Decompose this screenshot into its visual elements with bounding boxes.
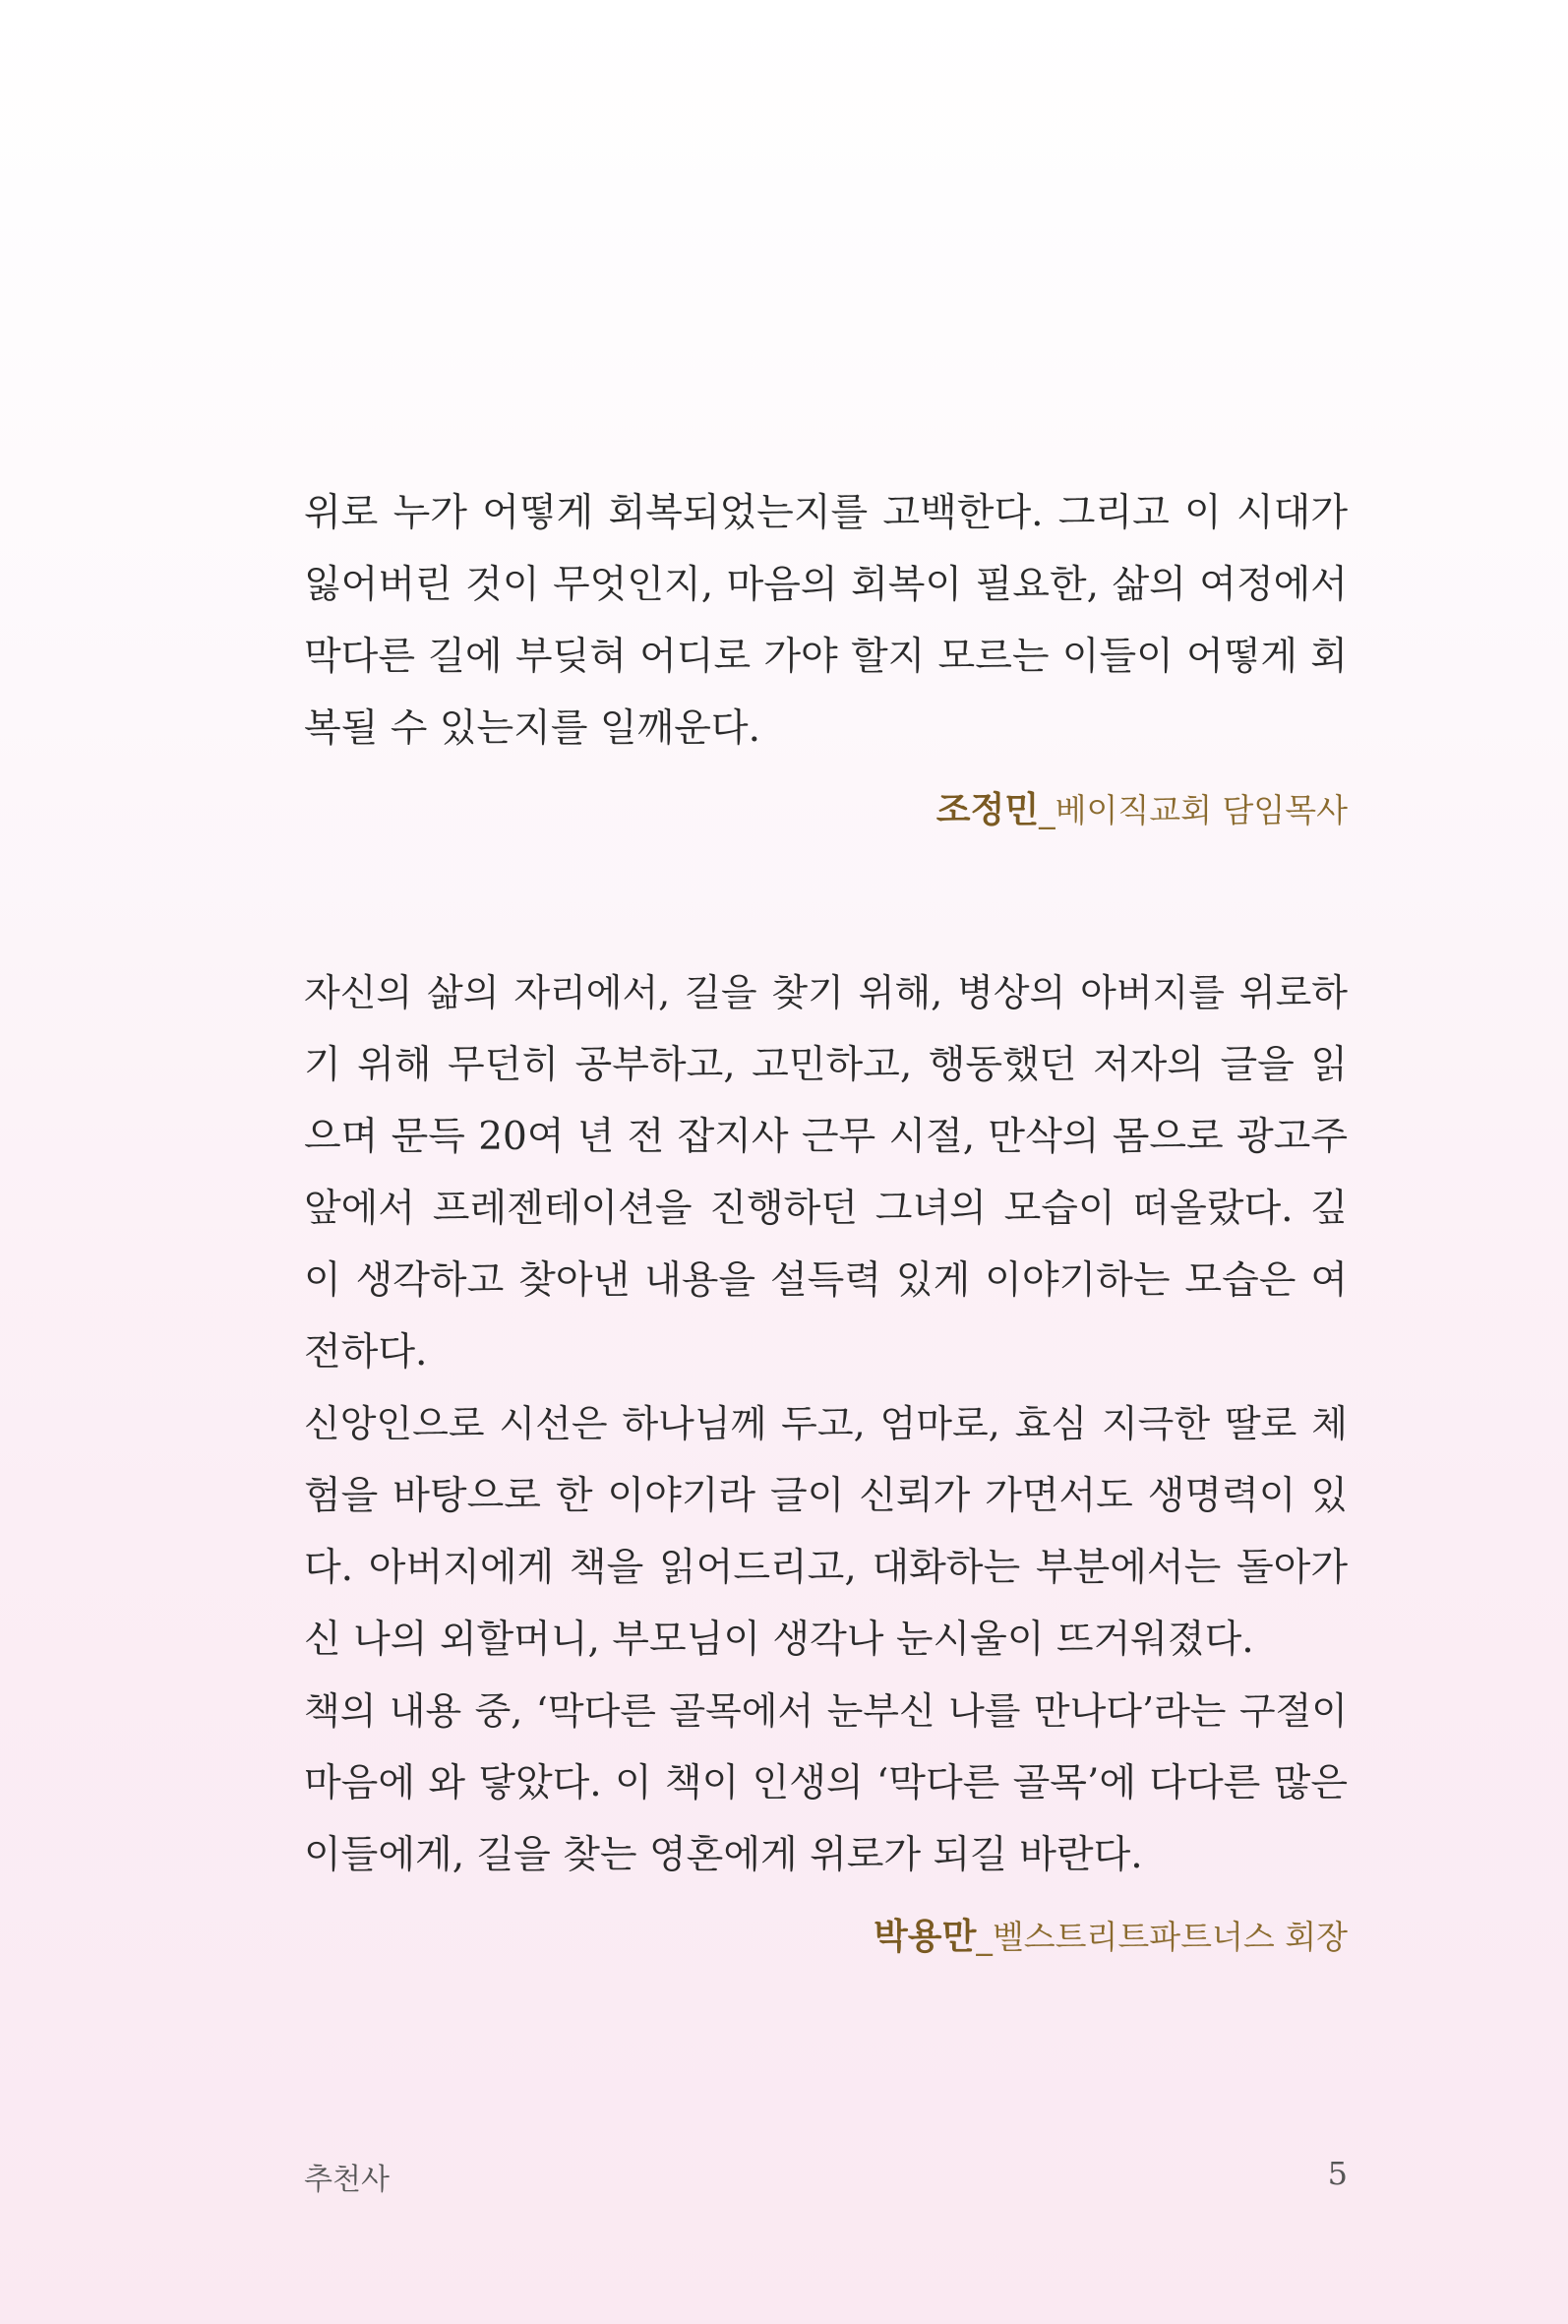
- signature: [304, 1907, 1348, 1966]
- recommendation-2: [304, 957, 1348, 1966]
- paragraph-line: 험을 바탕으로 한 이야기라 글이 신뢰가 가면서도 생명력이 있: [304, 1474, 1348, 1518]
- paragraph-line: 마음에 와 닿았다. 이 책이 인생의 ‘막다른 골목’에 다다른 많은: [304, 1761, 1348, 1805]
- paragraph-line: 앞에서 프레젠테이션을 진행하던 그녀의 모습이 떠올랐다. 깊: [304, 1187, 1348, 1231]
- paragraph-line: 막다른 길에 부딪혀 어디로 가야 할지 모르는 이들이 어떻게 회: [304, 635, 1348, 679]
- paragraph-line: 신 나의 외할머니, 부모님이 생각나 눈시울이 뜨거워졌다.: [304, 1618, 1254, 1662]
- paragraph-line: 책의 내용 중, ‘막다른 골목에서 눈부신 나를 만나다’라는 구절이: [304, 1689, 1348, 1733]
- paragraph-line: 이 생각하고 찾아낸 내용을 설득력 있게 이야기하는 모습은 여: [304, 1258, 1348, 1303]
- signature-role: _벨스트리트파트너스 회장: [976, 1918, 1348, 1956]
- signature-name: 조정민: [935, 789, 1040, 830]
- signature: [304, 780, 1348, 839]
- paragraph-line: 전하다.: [304, 1330, 428, 1375]
- page-number: 5: [1327, 2155, 1348, 2192]
- paragraph-line: 이들에게, 길을 찾는 영혼에게 위로가 되길 바란다.: [304, 1833, 1143, 1877]
- paragraph-line: 자신의 삶의 자리에서, 길을 찾기 위해, 병상의 아버지를 위로하: [304, 971, 1348, 1014]
- recommendation-1: [304, 477, 1348, 839]
- signature-name: 박용만: [874, 1916, 977, 1957]
- running-footer-title: 추천사: [304, 2163, 390, 2197]
- paragraph-line: 신앙인으로 시선은 하나님께 두고, 엄마로, 효심 지극한 딸로 체: [304, 1402, 1348, 1445]
- paragraph-line: 복될 수 있는지를 일깨운다.: [304, 706, 761, 751]
- page: [304, 0, 1348, 2324]
- paragraph-line: 잃어버린 것이 무엇인지, 마음의 회복이 필요한, 삶의 여정에서: [304, 563, 1348, 607]
- signature-role: _베이직교회 담임목사: [1039, 791, 1348, 829]
- paragraph-line: 으며 문득 20여 년 전 잡지사 근무 시절, 만삭의 몸으로 광고주: [304, 1115, 1348, 1159]
- paragraph-line: 위로 누가 어떻게 회복되었는지를 고백한다. 그리고 이 시대가: [304, 491, 1348, 535]
- paragraph-line: 기 위해 무던히 공부하고, 고민하고, 행동했던 저자의 글을 읽: [304, 1043, 1348, 1087]
- paragraph-line: 다. 아버지에게 책을 읽어드리고, 대화하는 부분에서는 돌아가: [304, 1546, 1348, 1590]
